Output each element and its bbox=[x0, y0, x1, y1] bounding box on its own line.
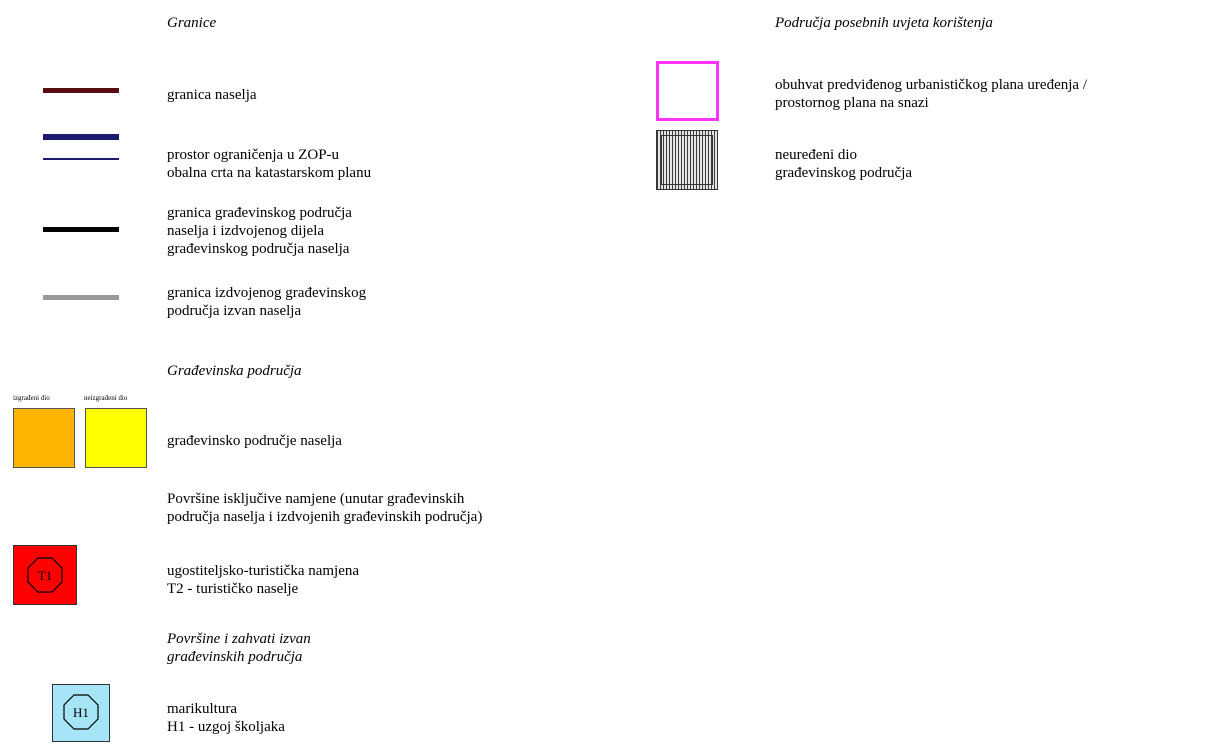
gp-naselja-label: građevinsko područje naselja bbox=[167, 433, 342, 449]
posebni-heading: Područja posebnih uvjeta korištenja bbox=[775, 15, 993, 31]
ugost-label: ugostiteljsko-turistička namjena T2 - turističko naselje bbox=[167, 563, 360, 597]
obuhvat-label: obuhvat predviđenog urbanističkog plana uređenja / prostornog plana na snazi bbox=[775, 77, 1087, 111]
granica-gp-line bbox=[43, 227, 119, 232]
h1-badge-text: H1 bbox=[73, 705, 89, 720]
h1-swatch bbox=[52, 684, 110, 742]
iskljucive-label: Površine isključive namjene (unutar građevinskih područja naselja i izdvojenih građevinskih područja) bbox=[167, 491, 483, 525]
t1-badge-text: T1 bbox=[37, 568, 53, 583]
izgradeni-label: izgrađeni dio bbox=[13, 394, 50, 402]
granica-naselja-line bbox=[43, 88, 119, 93]
neizgradeni-label: neizgrađeni dio bbox=[84, 394, 128, 402]
t1-swatch bbox=[13, 545, 77, 605]
izvan-heading: Površine i zahvati izvan građevinskih područja bbox=[167, 631, 311, 665]
izgradeni-swatch bbox=[13, 408, 75, 468]
gradevinska-heading: Građevinska područja bbox=[167, 363, 302, 379]
octagon-icon bbox=[14, 546, 76, 604]
obuhvat-swatch bbox=[656, 61, 719, 121]
obalna-crta-line bbox=[43, 158, 119, 160]
neuredeni-label: neuređeni dio građevinskog područja bbox=[775, 147, 913, 181]
izdvojeno-line bbox=[43, 295, 119, 300]
granice-heading: Granice bbox=[167, 15, 217, 31]
zop-line bbox=[43, 134, 119, 140]
octagon-icon bbox=[53, 685, 109, 741]
izdvojeno-label: granica izdvojenog građevinskog područja izvan naselja bbox=[167, 285, 367, 319]
neizgradeni-swatch bbox=[85, 408, 147, 468]
granica-gp-label: granica građevinskog područja naselja i izdvojenog dijela građevinskog područja naselja bbox=[167, 205, 352, 257]
granica-naselja-label: granica naselja bbox=[167, 87, 257, 103]
zop-label: prostor ograničenja u ZOP-u obalna crta na katastarskom planu bbox=[167, 147, 372, 181]
neuredeni-swatch bbox=[656, 130, 718, 190]
mari-label: marikultura H1 - uzgoj školjaka bbox=[167, 701, 285, 735]
